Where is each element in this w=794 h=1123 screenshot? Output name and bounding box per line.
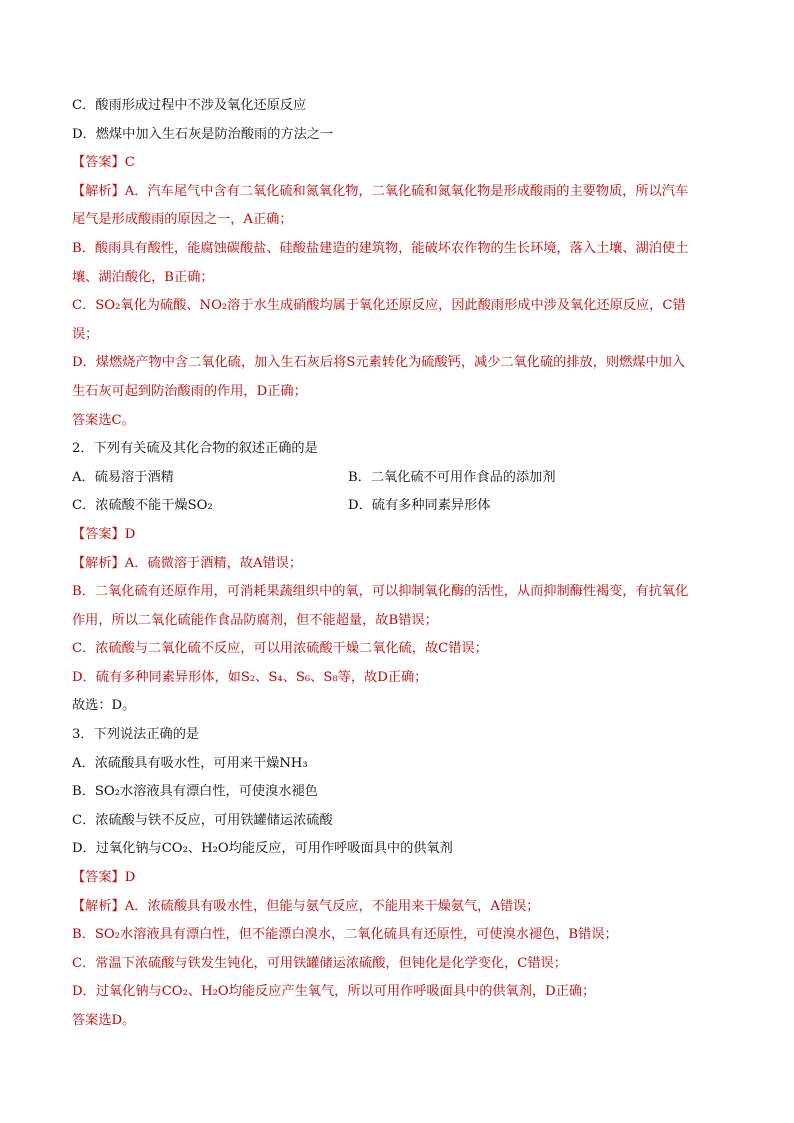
analysis-tag: 【解析】 <box>72 555 125 571</box>
q1-answer <box>72 149 732 178</box>
q2-answer <box>72 521 732 550</box>
q2-analysis-line: B．二氧化硫有还原作用，可消耗果蔬组织中的氧，可以抑制氧化酶的活性，从而抑制酶性褐变，有抗氧化 <box>72 584 689 600</box>
q3-answer <box>72 864 732 893</box>
q1-analysis-line: D．煤燃烧产物中含二氧化硫，加入生石灰后将S元素转化为硫酸钙，减少二氧化硫的排放，则燃煤中加入 <box>72 355 686 371</box>
q1-analysis-line: 【解析】A．汽车尾气中含有二氧化硫和氮氧化物，二氧化硫和氮氧化物是形成酸雨的主要物质，所以汽车 <box>72 183 689 199</box>
q1-conclusion: 答案选C。 <box>72 412 135 428</box>
q1-analysis-line: 尾气是形成酸雨的原因之一，A正确； <box>72 212 293 228</box>
answer-tag: 【答案】 <box>72 155 125 171</box>
q1-analysis-line: B．酸雨具有酸性，能腐蚀碳酸盐、硅酸盐建造的建筑物，能破坏农作物的生长环境，落入土壤、湖泊使土 <box>72 240 689 256</box>
q3-conclusion: 答案选D。 <box>72 1013 136 1028</box>
q2-option-b: B．二氧化硫不可用作食品的添加剂 <box>348 469 556 485</box>
analysis-tag: 【解析】 <box>72 898 125 914</box>
q2-options-row-2 <box>72 492 732 521</box>
q3-option-d: D．过氧化钠与CO₂、H₂O均能反应，可用作呼吸面具中的供氧剂 <box>72 841 453 857</box>
q2-option-a: A．硫易溶于酒精 <box>72 469 174 485</box>
answer-value: C <box>124 155 135 171</box>
q1-analysis-line: C．SO₂氧化为硫酸、NO₂溶于水生成硝酸均属于氧化还原反应，因此酸雨形成中涉及氧化还原反应，C错 <box>72 298 686 314</box>
q3-analysis-line: D．过氧化钠与CO₂、H₂O均能反应产生氧气，所以可用作呼吸面具中的供氧剂，D正确； <box>72 984 596 1000</box>
q1-option-c: C．酸雨形成过程中不涉及氧化还原反应 <box>72 98 307 113</box>
q3-option-b: B．SO₂水溶液具有漂白性，可使溴水褪色 <box>72 784 318 800</box>
q1-analysis-line: 壤、湖泊酸化，B正确； <box>72 269 214 285</box>
q3-analysis-line: B．SO₂水溶液具有漂白性，但不能漂白溴水，二氧化硫具有还原性，可使溴水褪色，B错误； <box>72 927 618 943</box>
q2-options-row-1 <box>72 464 732 493</box>
answer-value: D <box>124 526 136 542</box>
q2-analysis-line: D．硫有多种同素异形体，如S₂、S₄、S₆、S₈等，故D正确； <box>72 669 428 685</box>
q2-conclusion: 故选：D。 <box>72 698 136 714</box>
q3-analysis-line: 【解析】A．浓硫酸具有吸水性，但能与氨气反应，不能用来干燥氨气，A错误； <box>72 898 540 914</box>
document-page <box>72 92 732 1036</box>
q1-analysis-line: 误； <box>72 326 99 342</box>
answer-value: D <box>124 870 136 886</box>
q3-analysis-line: C．常温下浓硫酸与铁发生钝化，可用铁罐储运浓硫酸，但钝化是化学变化，C错误； <box>72 955 567 971</box>
q3-option-c: C．浓硫酸与铁不反应，可用铁罐储运浓硫酸 <box>72 812 333 828</box>
q3-stem: 3．下列说法正确的是 <box>72 727 200 743</box>
q2-stem: 2．下列有关硫及其化合物的叙述正确的是 <box>72 441 318 457</box>
q2-analysis-line: C．浓硫酸与二氧化硫不反应，可以用浓硫酸干燥二氧化硫，故C错误； <box>72 641 488 657</box>
analysis-tag: 【解析】 <box>72 183 125 199</box>
q1-option-d: D．燃煤中加入生石灰是防治酸雨的方法之一 <box>72 126 334 142</box>
q2-analysis-line: 【解析】A．硫微溶于酒精，故A错误； <box>72 555 303 571</box>
q1-analysis-line: 生石灰可起到防治酸雨的作用，D正确； <box>72 383 307 399</box>
q2-option-d: D．硫有多种同素异形体 <box>348 498 491 514</box>
q2-option-c: C．浓硫酸不能干燥SO₂ <box>72 498 213 514</box>
answer-tag: 【答案】 <box>72 870 125 886</box>
answer-tag: 【答案】 <box>72 526 125 542</box>
q2-analysis-line: 作用，所以二氧化硫能作食品防腐剂，但不能超量，故B错误； <box>72 612 438 628</box>
q3-option-a: A．浓硫酸具有吸水性，可用来干燥NH₃ <box>72 755 308 771</box>
